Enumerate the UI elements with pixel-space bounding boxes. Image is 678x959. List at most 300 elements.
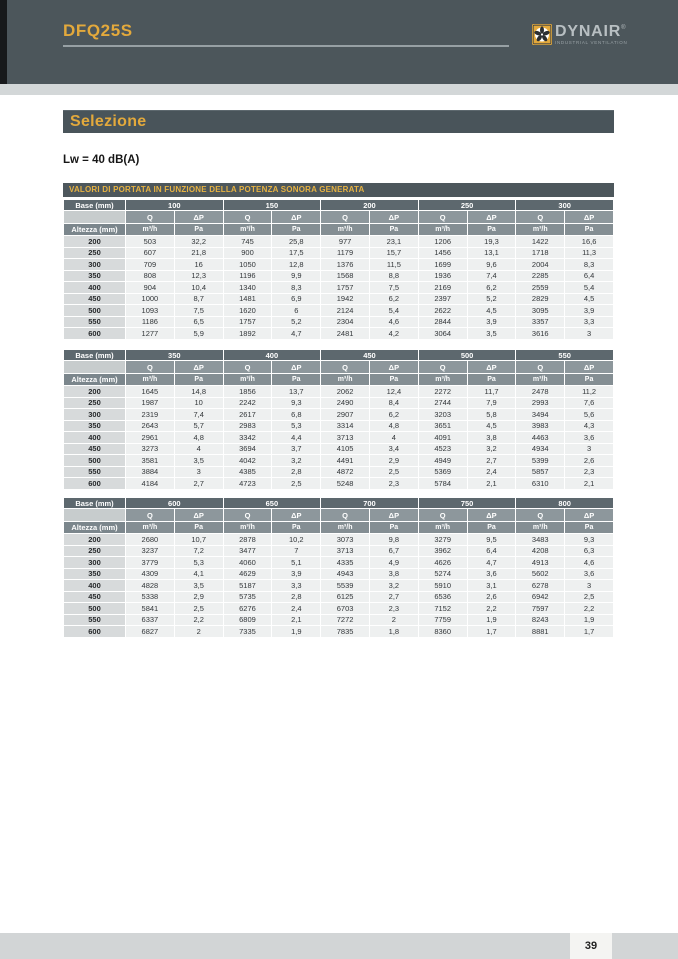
base-value-cell: 150 (224, 200, 321, 210)
q-header-cell: Q (419, 361, 467, 373)
data-cell: 3,8 (370, 569, 418, 580)
data-cell: 4335 (321, 557, 369, 568)
table-row (64, 317, 613, 328)
data-cell: 3,2 (272, 455, 320, 466)
data-cell: 709 (126, 259, 174, 270)
sound-power-condition: Lw = 40 dB(A) (63, 154, 140, 166)
data-cell: 7835 (321, 626, 369, 637)
dp-header-cell: ΔP (565, 509, 613, 521)
height-value-cell: 250 (64, 546, 125, 557)
data-cell: 5,4 (370, 305, 418, 316)
data-cell: 3477 (224, 546, 272, 557)
data-cell: 4,8 (175, 432, 223, 443)
data-cell: 6,7 (370, 546, 418, 557)
data-cell: 6,2 (468, 282, 516, 293)
dp-header-cell: ΔP (370, 509, 418, 521)
dp-unit-cell: Pa (468, 522, 516, 533)
height-value-cell: 450 (64, 444, 125, 455)
q-header-cell: Q (126, 211, 174, 223)
data-cell: 4626 (419, 557, 467, 568)
data-cell: 6,2 (370, 409, 418, 420)
data-cell: 19,3 (468, 236, 516, 247)
data-cell: 2,3 (370, 603, 418, 614)
data-cell: 5,1 (272, 557, 320, 568)
data-cell: 3983 (516, 421, 564, 432)
table-row (64, 603, 613, 614)
data-cell: 4,1 (175, 569, 223, 580)
section-title-bar (63, 110, 614, 133)
height-value-cell: 600 (64, 626, 125, 637)
data-cell: 2,4 (272, 603, 320, 614)
data-cell: 4491 (321, 455, 369, 466)
data-cell: 8,7 (175, 294, 223, 305)
data-cell: 808 (126, 271, 174, 282)
data-cell: 3314 (321, 421, 369, 432)
dp-unit-cell: Pa (565, 374, 613, 385)
dp-unit-cell: Pa (468, 224, 516, 235)
q-header-cell: Q (224, 361, 272, 373)
data-cell: 16 (175, 259, 223, 270)
data-cell: 3,2 (370, 580, 418, 591)
data-cell: 7335 (224, 626, 272, 637)
data-cell: 2,4 (468, 467, 516, 478)
base-value-cell: 300 (516, 200, 613, 210)
data-cell: 2,1 (565, 478, 613, 489)
data-cell: 6125 (321, 592, 369, 603)
data-cell: 2643 (126, 421, 174, 432)
dp-header-cell: ΔP (175, 509, 223, 521)
base-value-cell: 250 (419, 200, 516, 210)
data-cell: 1936 (419, 271, 467, 282)
data-cell: 2680 (126, 534, 174, 545)
data-cell: 1093 (126, 305, 174, 316)
data-cell: 3,5 (175, 455, 223, 466)
data-cell: 6,3 (565, 546, 613, 557)
data-cell: 5,3 (272, 421, 320, 432)
data-cell: 6,8 (272, 409, 320, 420)
header-divider (63, 45, 509, 47)
data-cell: 7272 (321, 615, 369, 626)
scan-edge-strip (0, 0, 7, 84)
data-cell: 607 (126, 248, 174, 259)
data-cell: 4723 (224, 478, 272, 489)
q-header-cell: Q (224, 211, 272, 223)
data-cell: 4,5 (468, 305, 516, 316)
q-unit-cell: m³/h (516, 224, 564, 235)
height-value-cell: 550 (64, 317, 125, 328)
table-row (64, 557, 613, 568)
height-value-cell: 400 (64, 580, 125, 591)
dp-unit-cell: Pa (272, 224, 320, 235)
data-cell: 2 (175, 626, 223, 637)
data-cell: 3,6 (468, 569, 516, 580)
q-header-cell: Q (224, 509, 272, 521)
data-cell: 1206 (419, 236, 467, 247)
height-value-cell: 200 (64, 534, 125, 545)
data-cell: 3694 (224, 444, 272, 455)
q-unit-cell: m³/h (224, 224, 272, 235)
data-cell: 4105 (321, 444, 369, 455)
base-label-cell: Base (mm) (64, 200, 125, 210)
data-cell: 1757 (224, 317, 272, 328)
data-cell: 1568 (321, 271, 369, 282)
height-value-cell: 250 (64, 398, 125, 409)
data-cell: 2481 (321, 328, 369, 339)
data-cell: 9,6 (468, 259, 516, 270)
data-cell: 3073 (321, 534, 369, 545)
data-cell: 2304 (321, 317, 369, 328)
data-cell: 2,5 (370, 467, 418, 478)
data-cell: 5539 (321, 580, 369, 591)
q-header-cell: Q (321, 211, 369, 223)
base-value-cell: 550 (516, 350, 613, 360)
data-cell: 2961 (126, 432, 174, 443)
table-row (64, 409, 613, 420)
data-cell: 4,3 (565, 421, 613, 432)
data-cell: 3 (565, 580, 613, 591)
data-cell: 3,5 (468, 328, 516, 339)
brand-tagline: INDUSTRIAL VENTILATION (555, 40, 628, 45)
data-cell: 904 (126, 282, 174, 293)
data-cell: 3 (565, 444, 613, 455)
data-cell: 745 (224, 236, 272, 247)
data-cell: 6942 (516, 592, 564, 603)
data-cell: 2272 (419, 386, 467, 397)
data-cell: 4463 (516, 432, 564, 443)
data-cell: 4,6 (370, 317, 418, 328)
data-cell: 4,6 (565, 557, 613, 568)
section-title: Selezione (70, 113, 147, 130)
data-cell: 8,4 (370, 398, 418, 409)
dp-unit-cell: Pa (370, 224, 418, 235)
data-cell: 2993 (516, 398, 564, 409)
table-row (64, 432, 613, 443)
data-cell: 2285 (516, 271, 564, 282)
data-cell: 3651 (419, 421, 467, 432)
data-cell: 5369 (419, 467, 467, 478)
table-row (64, 580, 613, 591)
dp-header-cell: ΔP (370, 211, 418, 223)
table-row (64, 248, 613, 259)
data-cell: 1050 (224, 259, 272, 270)
data-cell: 6536 (419, 592, 467, 603)
data-cell: 503 (126, 236, 174, 247)
data-cell: 12,8 (272, 259, 320, 270)
data-cell: 2878 (224, 534, 272, 545)
base-value-cell: 100 (126, 200, 223, 210)
data-cell: 4949 (419, 455, 467, 466)
q-unit-cell: m³/h (224, 374, 272, 385)
data-cell: 1,9 (468, 615, 516, 626)
data-cell: 6310 (516, 478, 564, 489)
data-cell: 9,8 (370, 534, 418, 545)
data-cell: 2,9 (370, 455, 418, 466)
data-cell: 5,8 (468, 409, 516, 420)
dp-unit-cell: Pa (370, 374, 418, 385)
table-row (64, 546, 613, 557)
data-cell: 1718 (516, 248, 564, 259)
dp-header-cell: ΔP (272, 361, 320, 373)
altezza-label-cell: Altezza (mm) (64, 522, 125, 533)
data-cell: 1481 (224, 294, 272, 305)
registered-mark: ® (621, 25, 626, 31)
data-cell: 17,5 (272, 248, 320, 259)
data-cell: 3962 (419, 546, 467, 557)
data-cell: 3,1 (468, 580, 516, 591)
base-value-cell: 200 (321, 200, 418, 210)
table-row (64, 455, 613, 466)
data-cell: 3,9 (468, 317, 516, 328)
height-value-cell: 550 (64, 467, 125, 478)
data-cell: 1277 (126, 328, 174, 339)
height-value-cell: 600 (64, 478, 125, 489)
data-cell: 6,4 (468, 546, 516, 557)
q-header-cell: Q (516, 361, 564, 373)
data-cell: 1340 (224, 282, 272, 293)
q-header-cell: Q (516, 509, 564, 521)
q-unit-cell: m³/h (126, 224, 174, 235)
height-value-cell: 300 (64, 409, 125, 420)
base-value-cell: 400 (224, 350, 321, 360)
data-cell: 2,1 (468, 478, 516, 489)
table-row (64, 444, 613, 455)
page-number-box (570, 933, 612, 959)
data-cell: 1422 (516, 236, 564, 247)
data-cell: 5,6 (565, 409, 613, 420)
table-row (64, 259, 613, 270)
data-cell: 2490 (321, 398, 369, 409)
data-cell: 10,2 (272, 534, 320, 545)
data-cell: 3 (175, 467, 223, 478)
data-cell: 4943 (321, 569, 369, 580)
data-cell: 7,5 (175, 305, 223, 316)
data-cell: 3203 (419, 409, 467, 420)
data-cell: 2,6 (565, 455, 613, 466)
data-cell: 8,8 (370, 271, 418, 282)
dp-unit-cell: Pa (565, 522, 613, 533)
data-cell: 7,5 (370, 282, 418, 293)
data-cell: 6827 (126, 626, 174, 637)
data-cell: 1376 (321, 259, 369, 270)
selection-table-3 (63, 497, 614, 638)
data-cell: 4,8 (370, 421, 418, 432)
data-cell: 2622 (419, 305, 467, 316)
data-cell: 5399 (516, 455, 564, 466)
base-value-cell: 600 (126, 498, 223, 508)
data-cell: 1,9 (272, 626, 320, 637)
data-cell: 1456 (419, 248, 467, 259)
table-row (64, 592, 613, 603)
height-value-cell: 450 (64, 592, 125, 603)
q-header-cell: Q (126, 361, 174, 373)
header-lower-band (0, 84, 678, 95)
data-cell: 5857 (516, 467, 564, 478)
selection-table-1 (63, 199, 614, 340)
data-cell: 7597 (516, 603, 564, 614)
data-cell: 7 (272, 546, 320, 557)
data-cell: 3616 (516, 328, 564, 339)
data-cell: 3,4 (370, 444, 418, 455)
data-cell: 1757 (321, 282, 369, 293)
height-value-cell: 400 (64, 432, 125, 443)
data-cell: 2,7 (175, 478, 223, 489)
data-cell: 4,7 (468, 557, 516, 568)
data-cell: 12,4 (370, 386, 418, 397)
data-cell: 5,2 (272, 317, 320, 328)
data-cell: 11,5 (370, 259, 418, 270)
q-unit-cell: m³/h (419, 522, 467, 533)
table-row (64, 421, 613, 432)
height-value-cell: 200 (64, 386, 125, 397)
data-cell: 2062 (321, 386, 369, 397)
data-cell: 5735 (224, 592, 272, 603)
data-cell: 4872 (321, 467, 369, 478)
table-row (64, 478, 613, 489)
data-cell: 5338 (126, 592, 174, 603)
data-cell: 4,7 (272, 328, 320, 339)
data-cell: 8,3 (272, 282, 320, 293)
data-cell: 6278 (516, 580, 564, 591)
data-cell: 4,9 (370, 557, 418, 568)
data-cell: 4523 (419, 444, 467, 455)
data-cell: 21,8 (175, 248, 223, 259)
page-footer (0, 933, 678, 959)
data-cell: 7152 (419, 603, 467, 614)
dp-header-cell: ΔP (175, 361, 223, 373)
selection-table-2 (63, 349, 614, 490)
data-cell: 11,2 (565, 386, 613, 397)
table-row (64, 305, 613, 316)
data-cell: 4208 (516, 546, 564, 557)
blank-cell (64, 211, 125, 223)
data-cell: 2,2 (565, 603, 613, 614)
data-cell: 6703 (321, 603, 369, 614)
data-cell: 5,9 (175, 328, 223, 339)
data-cell: 5,3 (175, 557, 223, 568)
data-cell: 2744 (419, 398, 467, 409)
q-header-cell: Q (321, 361, 369, 373)
data-cell: 6337 (126, 615, 174, 626)
data-cell: 2,2 (468, 603, 516, 614)
data-cell: 1,9 (565, 615, 613, 626)
data-cell: 5,2 (468, 294, 516, 305)
dp-unit-cell: Pa (175, 224, 223, 235)
data-cell: 2559 (516, 282, 564, 293)
data-cell: 7759 (419, 615, 467, 626)
data-cell: 11,3 (565, 248, 613, 259)
dynair-fan-icon (532, 24, 552, 45)
q-unit-cell: m³/h (224, 522, 272, 533)
data-cell: 15,7 (370, 248, 418, 259)
data-cell: 5248 (321, 478, 369, 489)
data-cell: 3483 (516, 534, 564, 545)
data-cell: 7,2 (175, 546, 223, 557)
data-cell: 9,5 (468, 534, 516, 545)
height-value-cell: 350 (64, 271, 125, 282)
table-row (64, 294, 613, 305)
data-cell: 3064 (419, 328, 467, 339)
height-value-cell: 400 (64, 282, 125, 293)
data-cell: 2,3 (565, 467, 613, 478)
dp-unit-cell: Pa (272, 522, 320, 533)
data-cell: 8881 (516, 626, 564, 637)
altezza-label-cell: Altezza (mm) (64, 224, 125, 235)
data-cell: 8360 (419, 626, 467, 637)
data-cell: 32,2 (175, 236, 223, 247)
data-cell: 3,8 (468, 432, 516, 443)
height-value-cell: 350 (64, 421, 125, 432)
data-cell: 4091 (419, 432, 467, 443)
data-cell: 10,7 (175, 534, 223, 545)
data-cell: 1186 (126, 317, 174, 328)
data-cell: 2,6 (468, 592, 516, 603)
data-cell: 16,6 (565, 236, 613, 247)
page-header (0, 0, 678, 84)
data-cell: 8,3 (565, 259, 613, 270)
data-cell: 3,9 (565, 305, 613, 316)
data-cell: 2,7 (370, 592, 418, 603)
data-cell: 2,2 (175, 615, 223, 626)
data-cell: 5910 (419, 580, 467, 591)
data-cell: 4,5 (565, 294, 613, 305)
data-cell: 2,3 (370, 478, 418, 489)
base-value-cell: 800 (516, 498, 613, 508)
data-cell: 11,7 (468, 386, 516, 397)
data-cell: 3884 (126, 467, 174, 478)
data-cell: 900 (224, 248, 272, 259)
data-cell: 2397 (419, 294, 467, 305)
table-row (64, 534, 613, 545)
q-unit-cell: m³/h (419, 224, 467, 235)
data-cell: 5602 (516, 569, 564, 580)
height-value-cell: 300 (64, 557, 125, 568)
data-cell: 4629 (224, 569, 272, 580)
data-cell: 6809 (224, 615, 272, 626)
data-cell: 2,5 (565, 592, 613, 603)
q-header-cell: Q (419, 211, 467, 223)
data-cell: 4,4 (272, 432, 320, 443)
base-value-cell: 700 (321, 498, 418, 508)
table-row (64, 398, 613, 409)
base-value-cell: 450 (321, 350, 418, 360)
data-cell: 12,3 (175, 271, 223, 282)
data-cell: 2 (370, 615, 418, 626)
data-cell: 4309 (126, 569, 174, 580)
data-cell: 2242 (224, 398, 272, 409)
data-cell: 3,5 (175, 580, 223, 591)
table-row (64, 282, 613, 293)
data-cell: 6,9 (272, 294, 320, 305)
data-cell: 3,6 (565, 569, 613, 580)
data-cell: 2,7 (468, 455, 516, 466)
base-label-cell: Base (mm) (64, 350, 125, 360)
data-cell: 3,9 (272, 569, 320, 580)
data-cell: 7,6 (565, 398, 613, 409)
table-row (64, 236, 613, 247)
data-cell: 3494 (516, 409, 564, 420)
q-header-cell: Q (126, 509, 174, 521)
data-cell: 1,7 (565, 626, 613, 637)
data-cell: 1179 (321, 248, 369, 259)
data-cell: 1892 (224, 328, 272, 339)
data-cell: 7,9 (468, 398, 516, 409)
data-cell: 4934 (516, 444, 564, 455)
q-unit-cell: m³/h (321, 374, 369, 385)
data-cell: 14,8 (175, 386, 223, 397)
data-cell: 4913 (516, 557, 564, 568)
dp-header-cell: ΔP (272, 509, 320, 521)
q-unit-cell: m³/h (126, 374, 174, 385)
